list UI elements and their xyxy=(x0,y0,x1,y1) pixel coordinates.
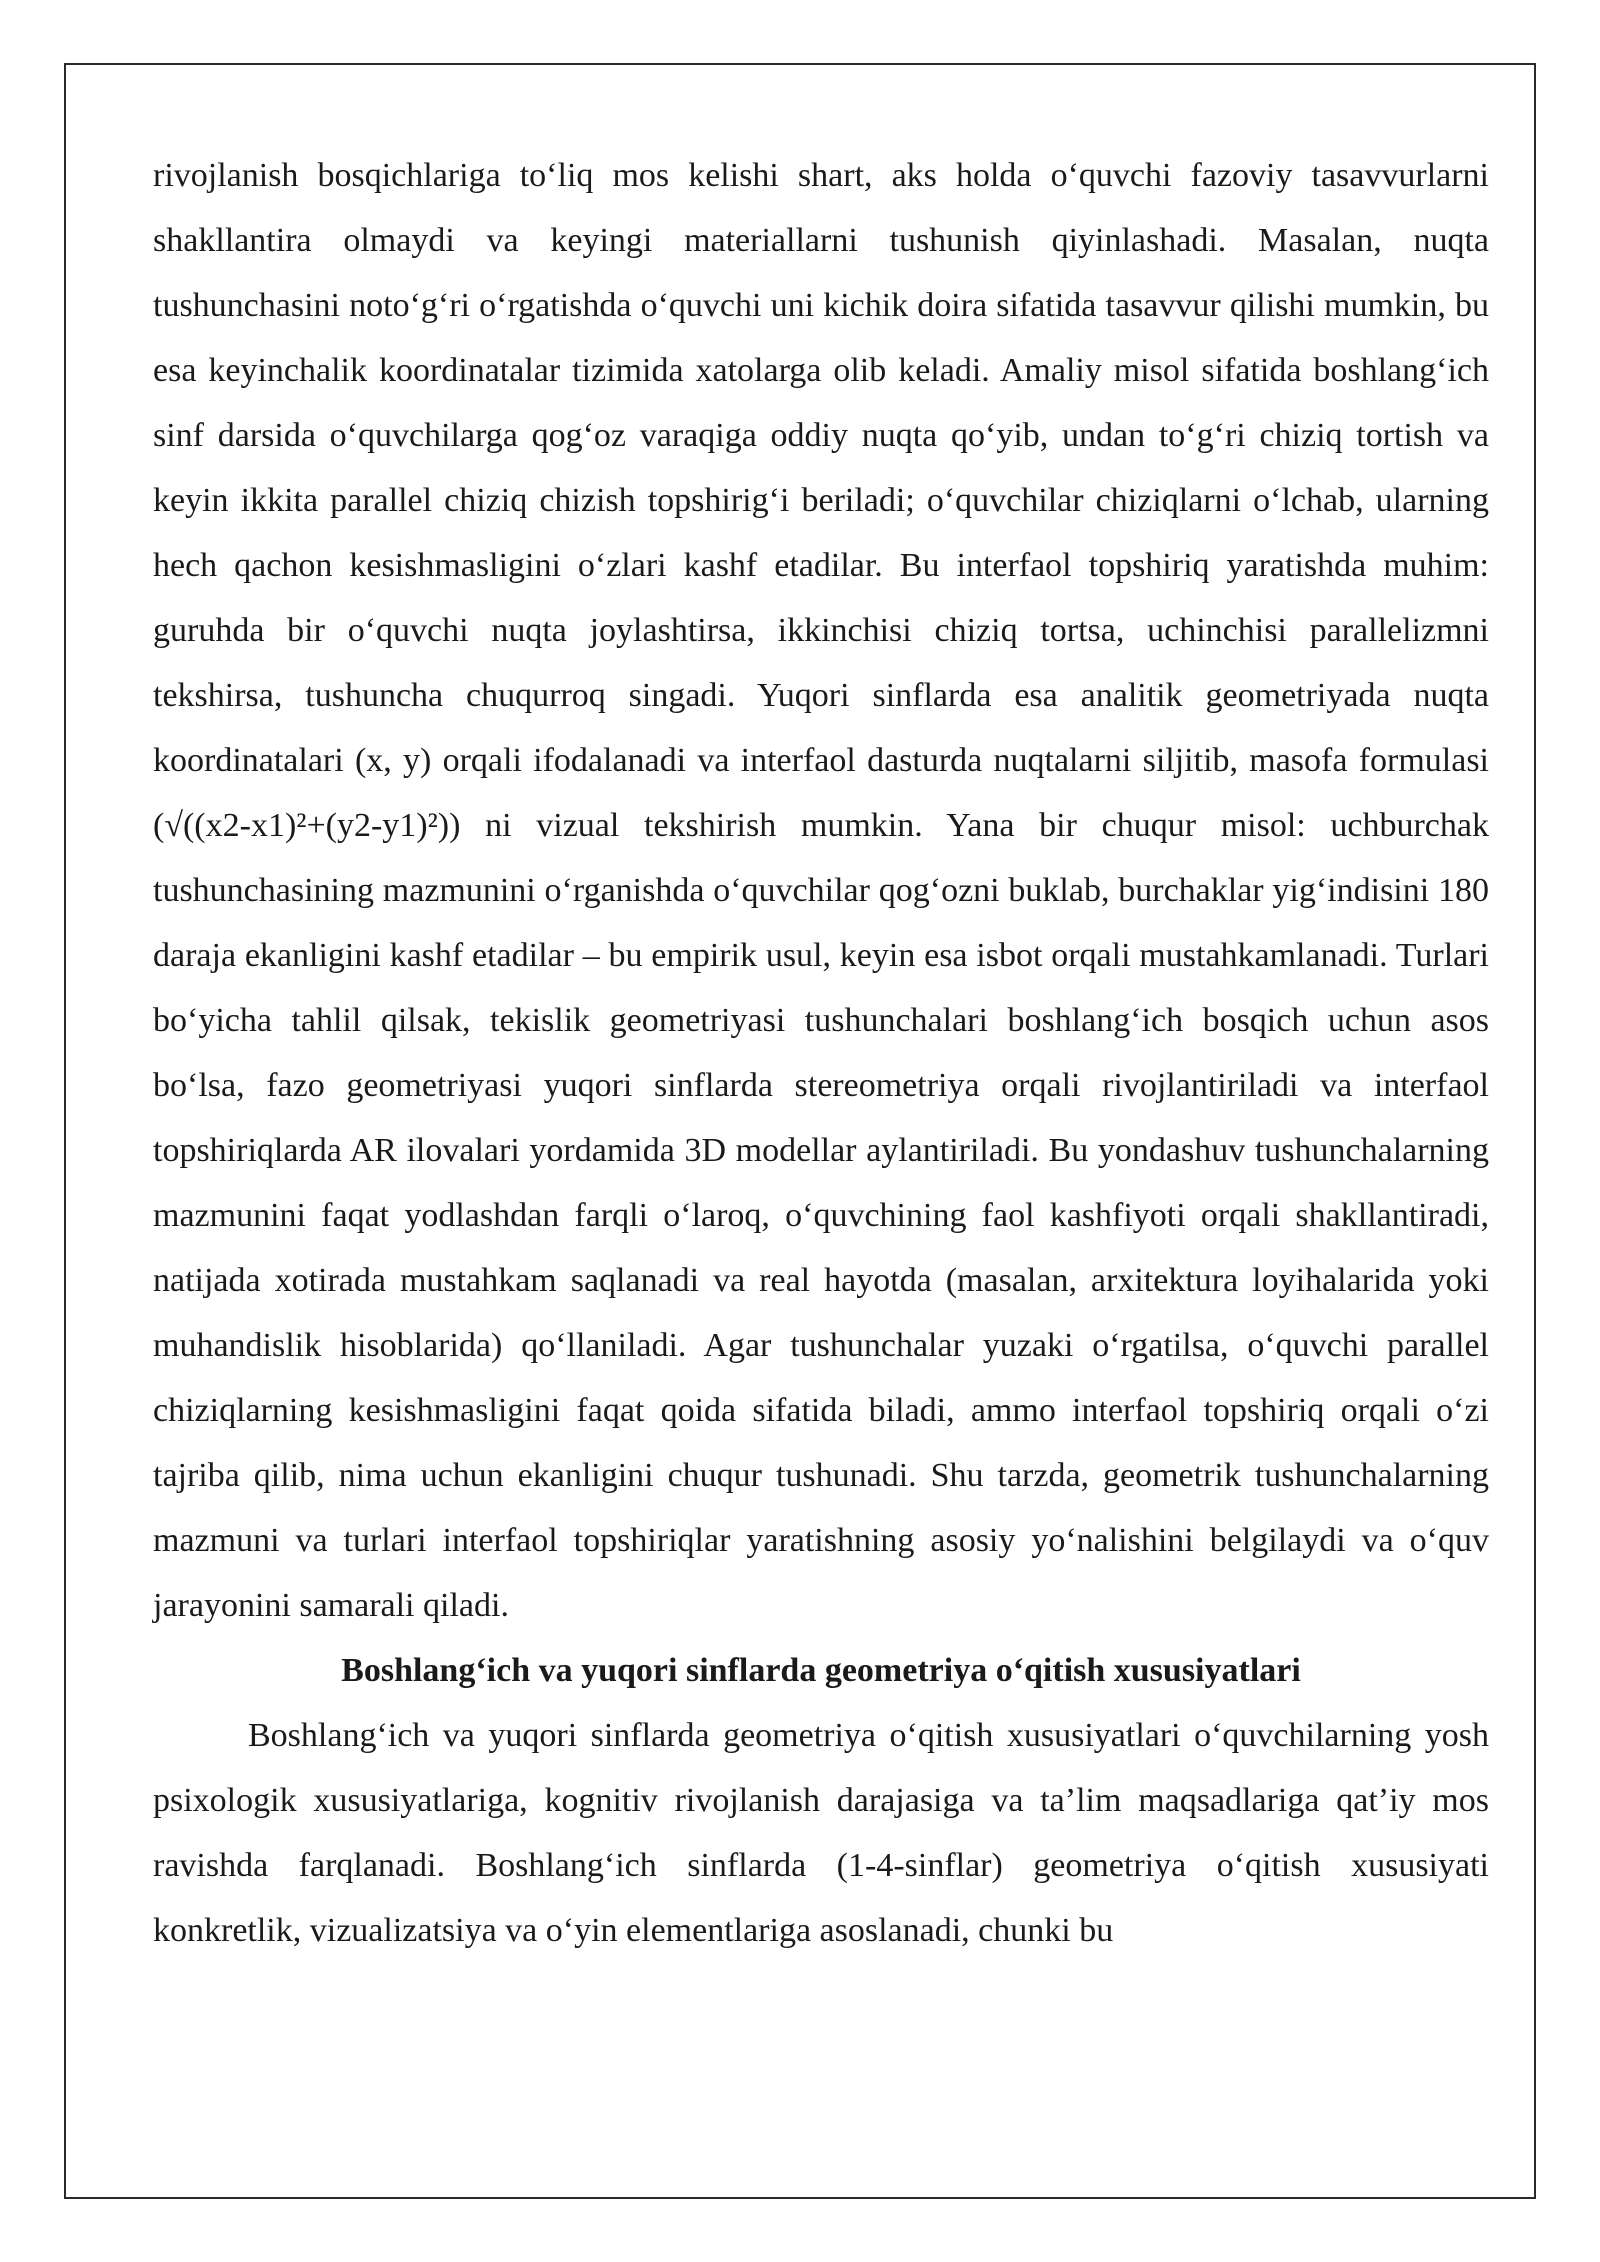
body-paragraph-after-heading: Boshlang‘ich va yuqori sinflarda geometriya o‘qitish xususiyatlari o‘quvchilarning yosh psixologik xususiyatlariga, kognitiv rivojlanish darajasiga va ta’lim maqsadlariga qat’iy mos ravishda farqlanadi. Boshlang‘ich sinflarda (1-4-sinflar) geometriya o‘qitish xususiyati konkretlik, vizualizatsiya va o‘yin elementlariga asoslanadi, chunki bu xyxy=(153,1717,1489,1949)
section-heading: Boshlang‘ich va yuqori sinflarda geometriya o‘qitish xususiyatlari xyxy=(341,1652,1301,1689)
document-body xyxy=(153,143,1489,1963)
body-paragraph: rivojlanish bosqichlariga to‘liq mos kelishi shart, aks holda o‘quvchi fazoviy tasavvurlarni shakllantira olmaydi va keyingi materiallarni tushunish qiyinlashadi. Masalan, nuqta tushunchasini noto‘g‘ri o‘rgatishda o‘quvchi uni kichik doira sifatida tasavvur qilishi mumkin, bu esa keyinchalik koordinatalar tizimida xatolarga olib keladi. Amaliy misol sifatida boshlang‘ich sinf darsida o‘quvchilarga qog‘oz varaqiga oddiy nuqta qo‘yib, undan to‘g‘ri chiziq tortish va keyin ikkita parallel chiziq chizish topshirig‘i beriladi; o‘quvchilar chiziqlarni o‘lchab, ularning hech qachon kesishmasligini o‘zlari kashf etadilar. Bu interfaol topshiriq yaratishda muhim: guruhda bir o‘quvchi nuqta joylashtirsa, ikkinchisi chiziq tortsa, uchinchisi parallelizmni tekshirsa, tushuncha chuqurroq singadi. Yuqori sinflarda esa analitik geometriyada nuqta koordinatalari (x, y) orqali ifodalanadi va interfaol dasturda nuqtalarni siljitib, masofa formulasi (√((x2-x1)²+(y2-y1)²)) ni vizual tekshirish mumkin. Yana bir chuqur misol: uchburchak tushunchasining mazmunini o‘rganishda o‘quvchilar qog‘ozni buklab, burchaklar yig‘indisini 180 daraja ekanligini kashf etadilar – bu empirik usul, keyin esa isbot orqali mustahkamlanadi. Turlari bo‘yicha tahlil qilsak, tekislik geometriyasi tushunchalari boshlang‘ich bosqich uchun asos bo‘lsa, fazo geometriyasi yuqori sinflarda stereometriya orqali rivojlantiriladi va interfaol topshiriqlarda AR ilovalari yordamida 3D modellar aylantiriladi. Bu yondashuv tushunchalarning mazmunini faqat yodlashdan farqli o‘laroq, o‘quvchining faol kashfiyoti orqali shakllantiradi, natijada xotirada mustahkam saqlanadi va real hayotda (masalan, arxitektura loyihalarida yoki muhandislik hisoblarida) qo‘llaniladi. Agar tushunchalar yuzaki o‘rgatilsa, o‘quvchi parallel chiziqlarning kesishmasligini faqat qoida sifatida biladi, ammo interfaol topshiriq orqali o‘zi tajriba qilib, nima uchun ekanligini chuqur tushunadi. Shu tarzda, geometrik tushunchalarning mazmuni va turlari interfaol topshiriqlar yaratishning asosiy yo‘nalishini belgilaydi va o‘quv jarayonini samarali qiladi. xyxy=(153,157,1489,1624)
